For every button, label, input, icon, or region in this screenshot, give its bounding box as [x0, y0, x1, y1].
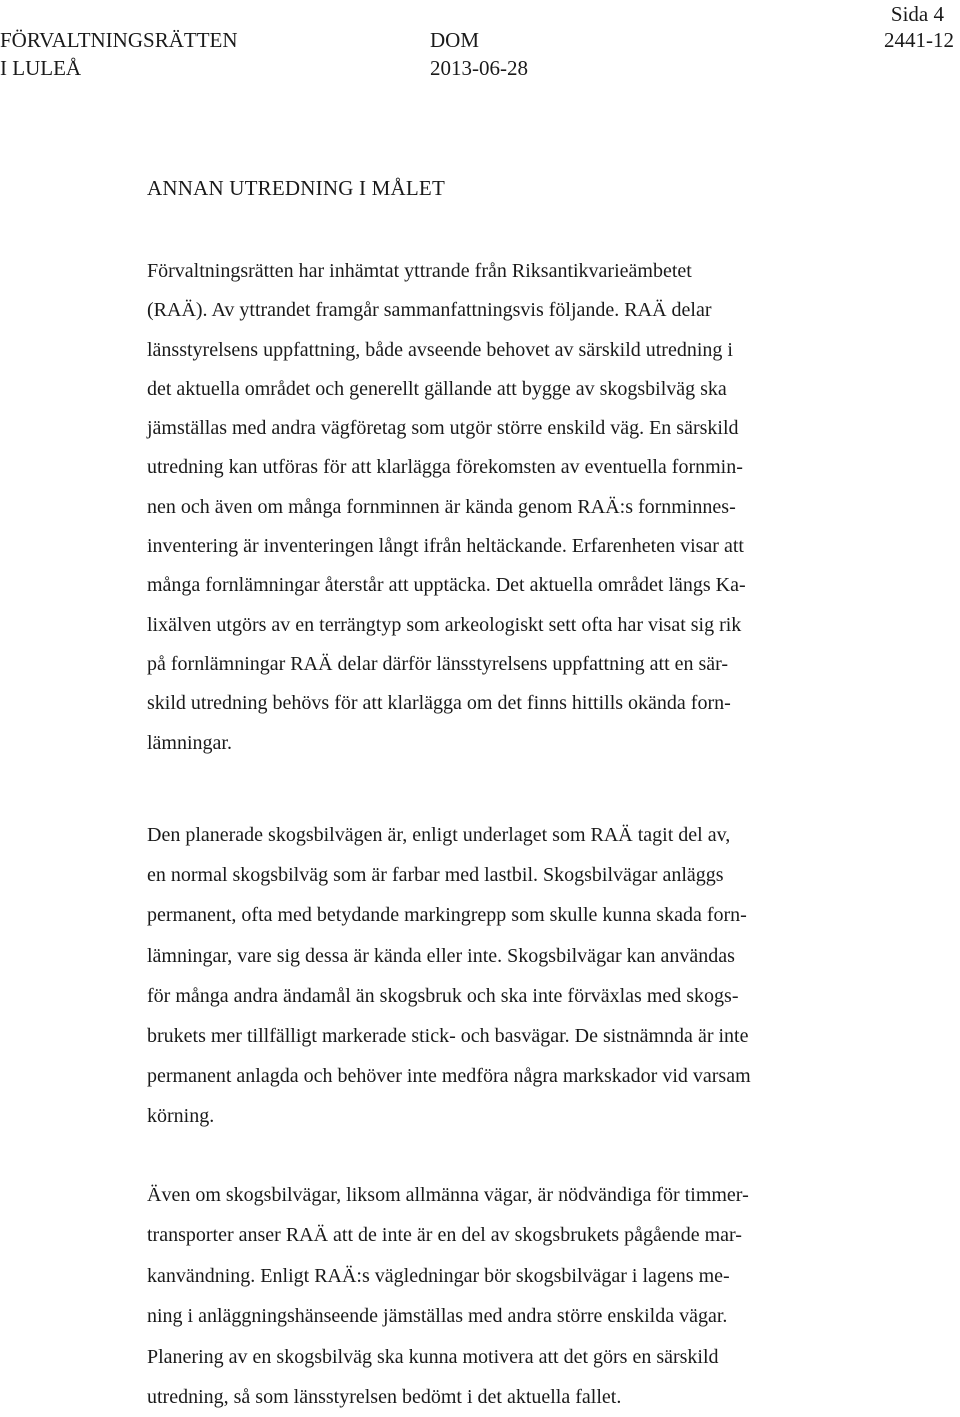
paragraph-line: det aktuella området och generellt gällande att bygge av skogsbilväg ska — [147, 377, 727, 400]
page-number: Sida 4 — [890, 2, 944, 26]
court-name-line2: I LULEÅ — [0, 56, 82, 80]
paragraph-line: lämningar. — [147, 731, 232, 754]
paragraph-2 — [147, 815, 847, 1137]
paragraph-line: jämställas med andra vägföretag som utgör större enskild väg. En särskild — [147, 417, 739, 440]
paragraph-line: utredning kan utföras för att klarlägga förekomsten av eventuella fornmin- — [147, 456, 743, 479]
paragraph-line: körning. — [147, 1105, 215, 1128]
document-date: 2013-06-28 — [430, 56, 528, 80]
paragraph-line: permanent, ofta med betydande markingrepp som skulle kunna skada forn- — [147, 904, 747, 927]
court-name — [0, 26, 238, 82]
case-number: 2441-12 — [884, 28, 954, 52]
paragraph-line: länsstyrelsens uppfattning, både avseende behovet av särskild utredning i — [147, 338, 733, 361]
paragraph-line: (RAÄ). Av yttrandet framgår sammanfattningsvis följande. RAÄ delar — [147, 299, 712, 322]
paragraph-line: lämningar, vare sig dessa är kända eller inte. Skogsbilvägar kan användas — [147, 944, 735, 967]
paragraph-line: ning i anläggningshänseende jämställas med andra större enskilda vägar. — [147, 1305, 728, 1328]
paragraph-line: brukets mer tillfälligt markerade stick- och basvägar. De sistnämnda är inte — [147, 1025, 749, 1048]
paragraph-line: nen och även om många fornminnen är kända genom RAÄ:s fornminnes- — [147, 495, 736, 518]
paragraph-line: utredning, så som länsstyrelsen bedömt i det aktuella fallet. — [147, 1386, 622, 1409]
paragraph-line: Förvaltningsrätten har inhämtat yttrande från Riksantikvarieämbetet — [147, 260, 692, 282]
paragraph-line: Planering av en skogsbilväg ska kunna motivera att det görs en särskild — [147, 1345, 719, 1368]
section-heading: ANNAN UTREDNING I MÅLET — [147, 176, 445, 200]
paragraph-line: skild utredning behövs för att klarlägga om det finns hittills okända forn- — [147, 692, 731, 715]
paragraph-line: transporter anser RAÄ att de inte är en del av skogsbrukets pågående mar- — [147, 1224, 742, 1247]
paragraph-line: på fornlämningar RAÄ delar därför länsstyrelsens uppfattning att en sär- — [147, 652, 729, 675]
document-type: DOM — [430, 28, 480, 52]
paragraph-line: en normal skogsbilväg som är farbar med lastbil. Skogsbilvägar anläggs — [147, 864, 724, 887]
paragraph-line: för många andra ändamål än skogsbruk och ska inte förväxlas med skogs- — [147, 984, 739, 1007]
paragraph-3 — [147, 1175, 847, 1417]
paragraph-line: permanent anlagda och behöver inte medföra några markskador vid varsam — [147, 1065, 751, 1088]
court-name-line1: FÖRVALTNINGSRÄTTEN — [0, 28, 238, 52]
paragraph-line: kanvändning. Enligt RAÄ:s vägledningar bör skogsbilvägar i lagens me- — [147, 1264, 730, 1287]
paragraph-line: många fornlämningar återstår att upptäcka. Det aktuella området längs Ka- — [147, 574, 746, 597]
paragraph-line: inventering är inventeringen långt ifrån heltäckande. Erfarenheten visar att — [147, 535, 744, 558]
paragraph-line: Även om skogsbilvägar, liksom allmänna vägar, är nödvändiga för timmer- — [147, 1184, 749, 1206]
paragraph-1 — [147, 252, 847, 763]
paragraph-line: Den planerade skogsbilvägen är, enligt underlaget som RAÄ tagit del av, — [147, 824, 731, 846]
paragraph-line: lixälven utgörs av en terrängtyp som arkeologiskt sett ofta har visat sig rik — [147, 613, 742, 636]
